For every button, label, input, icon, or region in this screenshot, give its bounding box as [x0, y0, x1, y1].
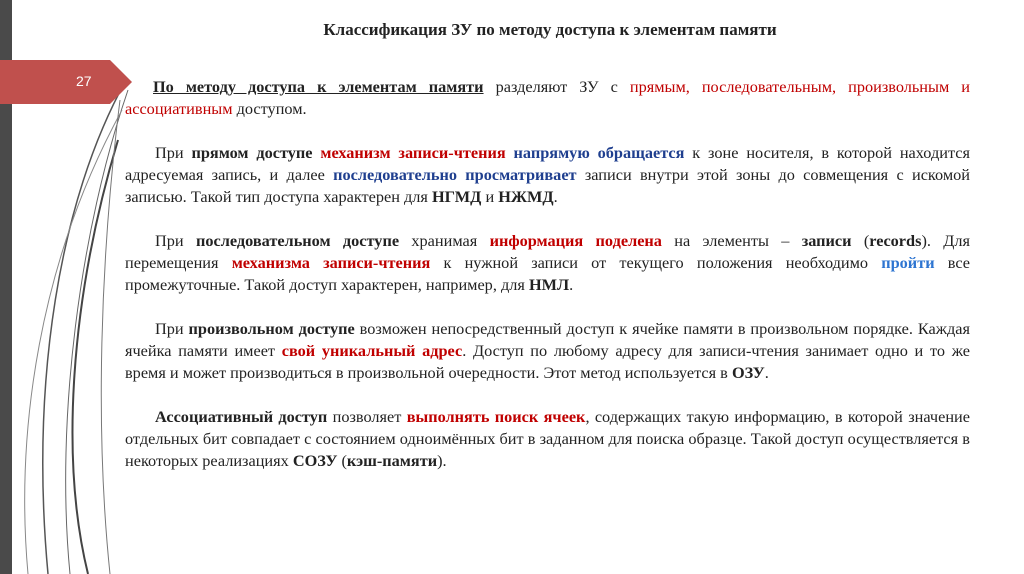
slide-number-arrow	[0, 60, 135, 104]
slide-title: Классификация ЗУ по методу доступа к элементам памяти	[323, 20, 777, 39]
associative-access-paragraph: Ассоциативный доступ позволяет выполнять поиск ячеек, содержащих такую информацию, в которой значение отдельных бит совпадает с состоянием одноимённых бит в заданном для поиска образце. Такой доступ осуществляется в некоторых реализациях СОЗУ (кэш-памяти).	[125, 407, 970, 470]
intro-paragraph: По методу доступа к элементам памяти разделяют ЗУ с прямым, последовательным, произвольным и ассоциативным доступом.	[125, 77, 970, 118]
direct-access-term: прямом доступе	[191, 143, 313, 162]
sequential-access-term: последовательном доступе	[195, 231, 400, 250]
slide-number: 27	[76, 73, 92, 89]
access-types-highlight: прямым, последовательным, произвольным и ассоциативным	[125, 77, 970, 118]
intro-term: По методу доступа к элементам памяти	[153, 77, 484, 96]
associative-access-term: Ассоциативный доступ	[155, 407, 328, 426]
slide-content	[125, 76, 970, 494]
random-access-term: произвольном доступе	[188, 319, 355, 338]
direct-access-paragraph: При прямом доступе механизм записи-чтения напрямую обращается к зоне носителя, в которой находится адресуемая запись, и далее последовательно просматривает записи внутри этой зоны до совмещения с искомой записью. Такой тип доступа характерен для НГМД и НЖМД.	[125, 143, 971, 206]
random-access-paragraph: При произвольном доступе возможен непосредственный доступ к ячейке памяти в произвольном порядке. Каждая ячейка памяти имеет свой уникальный адрес. Доступ по любому адресу для записи-чтения занимает одно и то же время и может производиться в произвольной очередности. Этот метод используется в ОЗУ.	[125, 319, 970, 382]
sequential-access-paragraph: При последовательном доступе хранимая информация поделена на элементы – записи (records). Для перемещения механизма записи-чтения к нужной записи от текущего положения необходимо пройти все промежуточные. Такой доступ характерен, например, для НМЛ.	[125, 231, 970, 294]
